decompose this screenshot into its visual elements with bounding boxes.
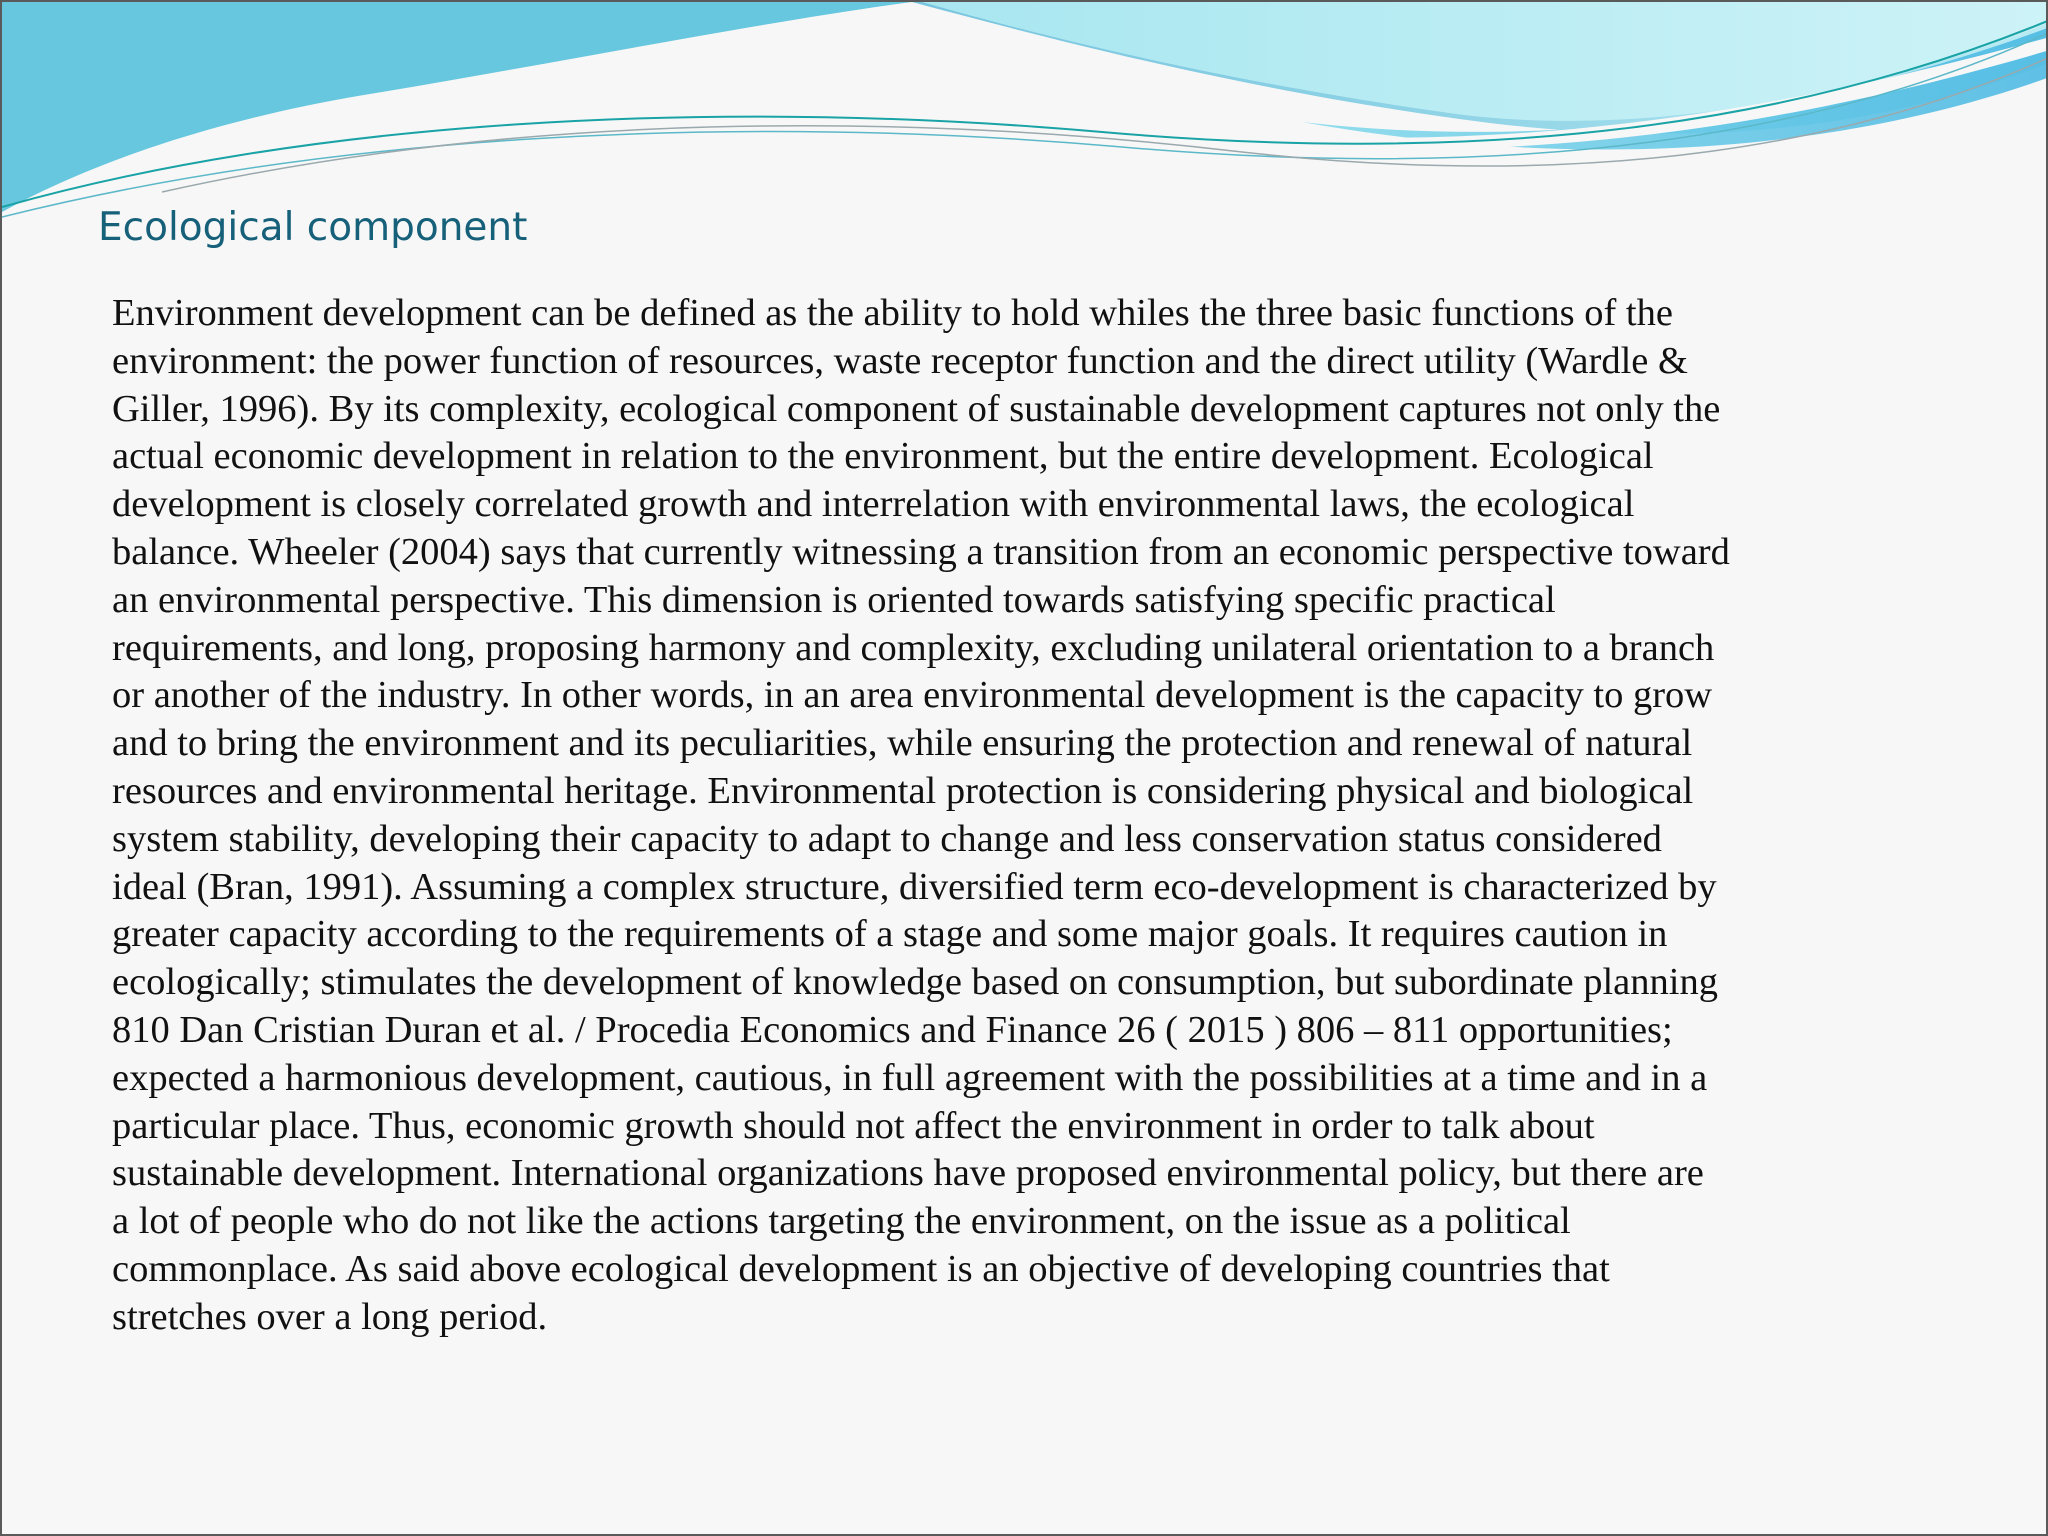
body-line: 810 Dan Cristian Duran et al. / Procedia Economics and Finance 26 ( 2015 ) 806 – 811 opportunities; — [112, 1008, 1673, 1051]
body-line: an environmental perspective. This dimension is oriented towards satisfying specific practical — [112, 578, 1556, 621]
body-line: particular place. Thus, economic growth should not affect the environment in order to talk about — [112, 1104, 1595, 1147]
slide-title: Ecological component — [98, 205, 528, 250]
body-line: environment: the power function of resources, waste receptor function and the direct utility (Wardle & — [112, 339, 1688, 382]
body-line: development is closely correlated growth and interrelation with environmental laws, the ecological — [112, 483, 1635, 526]
body-line: or another of the industry. In other words, in an area environmental development is the capacity to grow — [112, 674, 1713, 717]
body-line: greater capacity according to the requirements of a stage and some major goals. It requires caution in — [112, 913, 1668, 956]
body-line: Environment development can be defined as the ability to hold whiles the three basic functions of the — [112, 292, 1673, 334]
body-line: commonplace. As said above ecological development is an objective of developing countries that — [112, 1247, 1610, 1290]
body-line: balance. Wheeler (2004) says that currently witnessing a transition from an economic perspective toward — [112, 530, 1730, 573]
body-line: ideal (Bran, 1991). Assuming a complex structure, diversified term eco-development is characterized by — [112, 865, 1717, 908]
body-line: requirements, and long, proposing harmony and complexity, excluding unilateral orientation to a branch — [112, 626, 1715, 669]
body-line: system stability, developing their capacity to adapt to change and less conservation status considered — [112, 817, 1662, 860]
body-line: expected a harmonious development, cautious, in full agreement with the possibilities at a time and in a — [112, 1056, 1708, 1099]
body-line: resources and environmental heritage. Environmental protection is considering physical and biological — [112, 769, 1694, 812]
body-line: actual economic development in relation to the environment, but the entire development. Ecological — [112, 435, 1654, 478]
body-line: ecologically; stimulates the development of knowledge based on consumption, but subordinate planning — [112, 961, 1718, 1004]
body-line: stretches over a long period. — [112, 1295, 548, 1338]
body-line: a lot of people who do not like the actions targeting the environment, on the issue as a political — [112, 1200, 1571, 1243]
body-paragraph — [112, 290, 1912, 1342]
body-line: Giller, 1996). By its complexity, ecological component of sustainable development captures not only the — [112, 387, 1721, 430]
body-line: sustainable development. International organizations have proposed environmental policy, but there are — [112, 1152, 1704, 1195]
body-line: and to bring the environment and its peculiarities, while ensuring the protection and renewal of natural — [112, 722, 1693, 765]
